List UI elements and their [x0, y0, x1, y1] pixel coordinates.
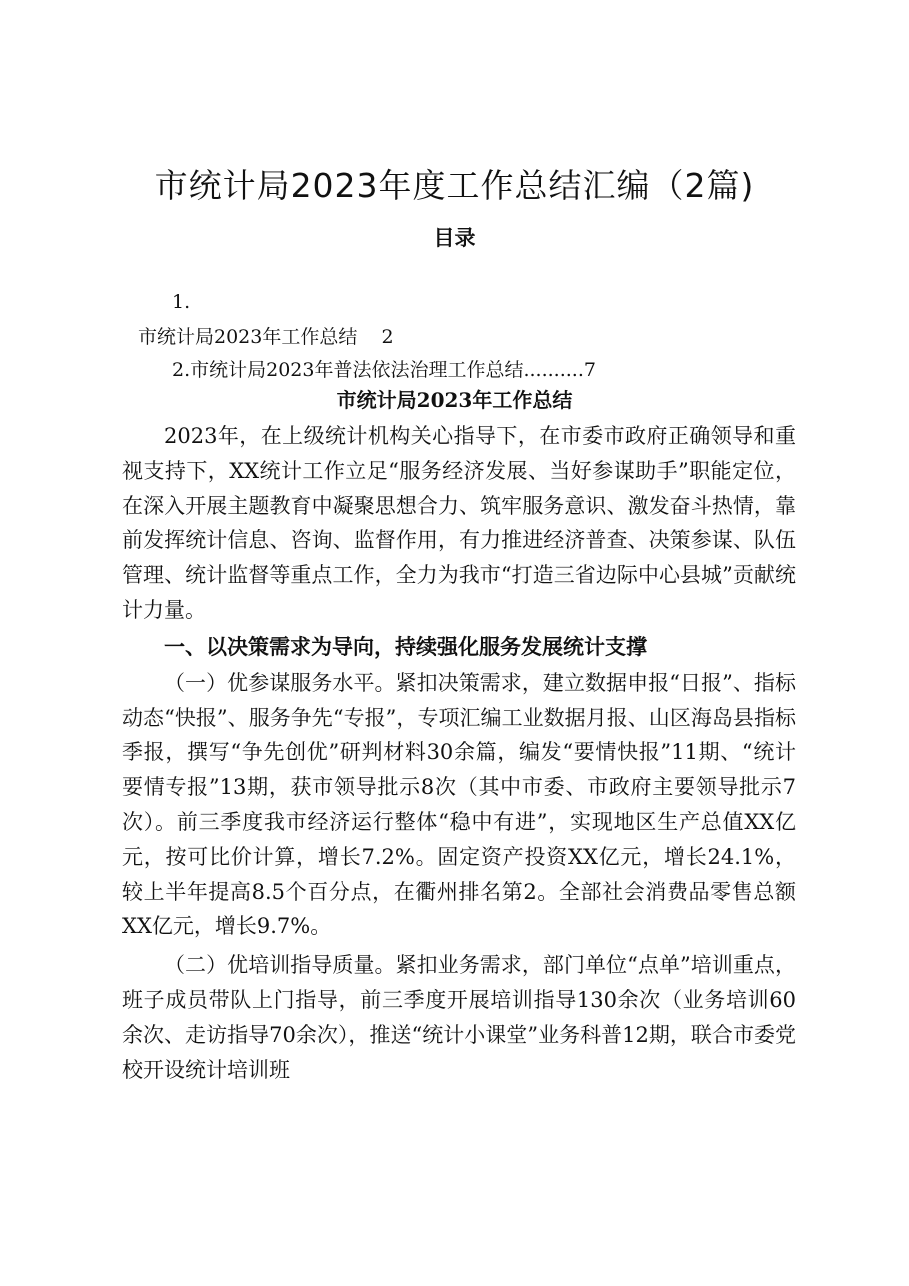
- document-body: [122, 419, 796, 1087]
- toc-item-1: 市统计局2023年工作总结 2: [138, 326, 394, 348]
- paragraph-1: （一）优参谋服务水平。紧扣决策需求，建立数据申报“日报”、指标动态“快报”、服务争先“专报”，专项汇编工业数据月报、山区海岛县指标季报，撰写“争先创优”研判材料30余篇，编发“要情快报”11期、“统计要情专报”13期，获市领导批示8次（其中市委、市政府主要领导批示7次）。前三季度我市经济运行整体“稳中有进”，实现地区生产总值XX亿元，按可比价计算，增长7.2%。固定资产投资XX亿元，增长24.1%，较上半年提高8.5个百分点，在衢州排名第2。全部社会消费品零售总额XX亿元，增长9.7%。: [122, 670, 796, 939]
- heading-1: 一、以决策需求为导向，持续强化服务发展统计支撑: [164, 634, 647, 659]
- toc-item-1-number: 1.: [172, 291, 191, 313]
- intro-paragraph: 2023年，在上级统计机构关心指导下，在市委市政府正确领导和重视支持下，XX统计工作立足“服务经济发展、当好参谋助手”职能定位，在深入开展主题教育中凝聚思想合力、筑牢服务意识、激发奋斗热情，靠前发挥统计信息、咨询、监督作用，有力推进经济普查、决策参谋、队伍管理、统计监督等重点工作，全力为我市“打造三省边际中心县城”贡献统计力量。: [122, 424, 796, 622]
- toc-heading: 目录: [433, 225, 476, 250]
- section-title: 市统计局2023年工作总结: [336, 388, 573, 412]
- toc-item-2: 2.市统计局2023年普法依法治理工作总结..........7: [172, 359, 596, 381]
- paragraph-2: （二）优培训指导质量。紧扣业务需求，部门单位“点单”培训重点，班子成员带队上门指导，前三季度开展培训指导130余次（业务培训60余次、走访指导70余次），推送“统计小课堂”业务科普12期，联合市委党校开设统计培训班: [122, 953, 796, 1082]
- document-title: 市统计局2023年度工作总结汇编（2篇): [154, 166, 755, 205]
